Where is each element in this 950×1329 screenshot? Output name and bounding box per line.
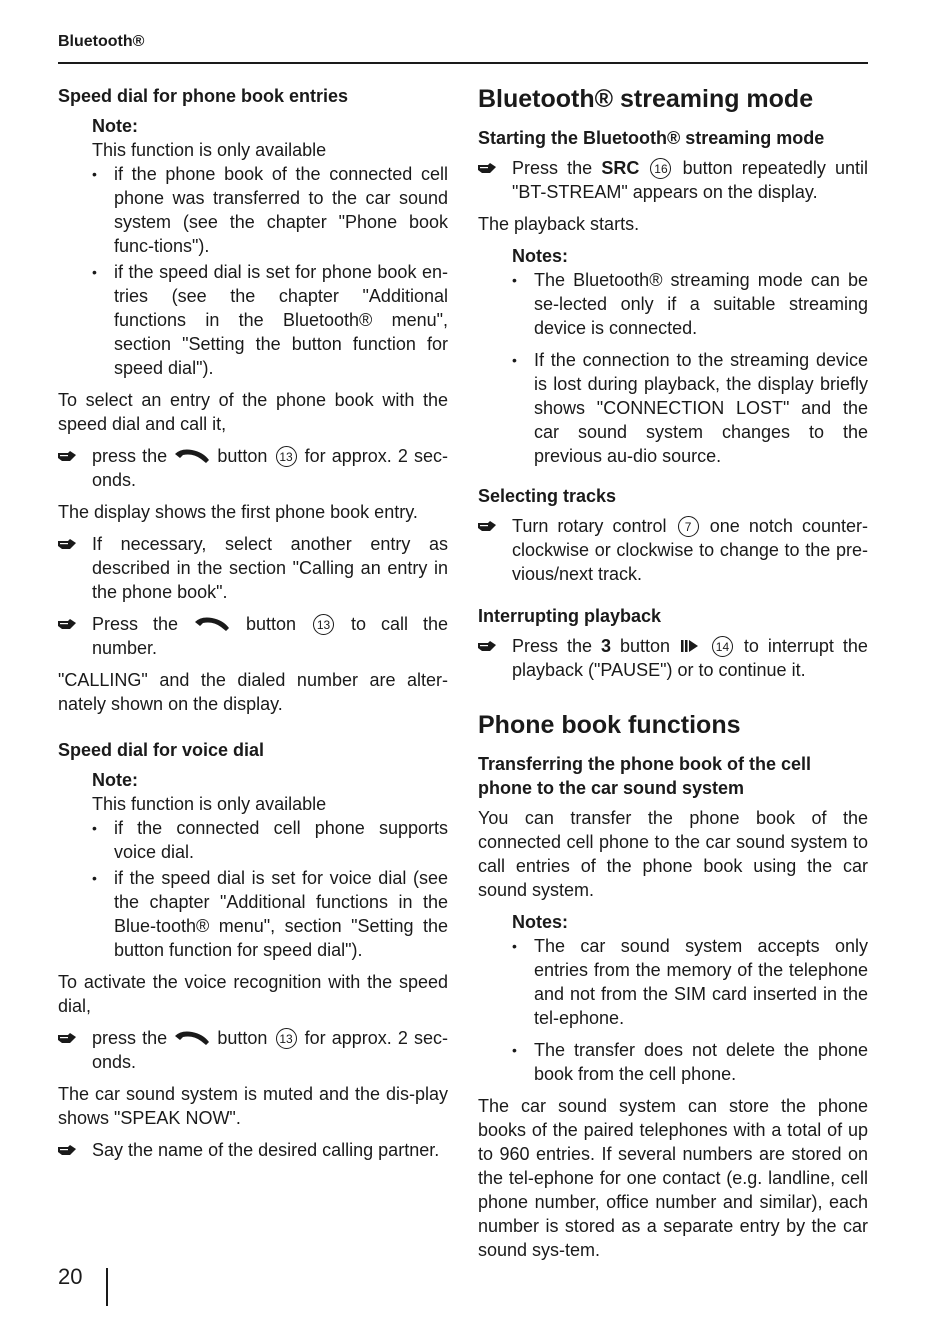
chapter-title-phonebook: Phone book functions <box>478 711 741 739</box>
note-intro: This function is only available <box>92 794 327 814</box>
header-rule <box>58 62 868 64</box>
button-number-badge: 13 <box>313 614 334 635</box>
subheading-selecting-tracks: Selecting tracks <box>478 486 617 506</box>
step-text: Press the <box>512 636 593 656</box>
instruction-step <box>478 156 868 204</box>
instruction-step <box>58 444 448 492</box>
play-pause-icon <box>681 639 699 653</box>
button-keyword: SRC <box>601 158 640 178</box>
instruction-step <box>58 1026 448 1074</box>
instruction-step <box>478 634 868 682</box>
subheading-transferring-phonebook: Transferring the phone book of the cell phone to the car sound system <box>478 754 812 798</box>
list-item: • The car sound system accepts only entries from the memory of the telephone and not from the SIM card inserted in the tel-ephone. <box>512 934 868 1030</box>
step-text: press the <box>92 446 168 466</box>
step-text: Press the <box>512 158 593 178</box>
list-item: • if the speed dial is set for voice dial (see the chapter "Additional functions in the Blue-tooth® menu", section "Setting the button function for speed dial"). <box>92 866 448 962</box>
pointing-hand-icon <box>478 162 498 174</box>
phone-icon <box>193 616 231 632</box>
step-text: Turn rotary control <box>512 516 667 536</box>
step-result: The car sound system is muted and the dis-play shows "SPEAK NOW". <box>58 1084 448 1128</box>
instruction-step <box>58 1138 448 1162</box>
pointing-hand-icon <box>58 1032 78 1044</box>
pointing-hand-icon <box>58 618 78 630</box>
pointing-hand-icon <box>478 520 498 532</box>
subheading-start-streaming: Starting the Bluetooth® streaming mode <box>478 128 825 148</box>
button-number-badge: 13 <box>276 446 297 467</box>
chapter-title-streaming: Bluetooth® streaming mode <box>478 85 814 113</box>
subheading-interrupting-playback: Interrupting playback <box>478 606 662 626</box>
note-intro: This function is only available <box>92 140 327 160</box>
step-text: button <box>217 446 268 466</box>
list-item: • if the speed dial is set for phone book en-tries (see the chapter "Additional functions in the Bluetooth® menu", section "Setting the button function for speed dial"). <box>92 260 448 380</box>
step-text: to interrupt the playback ("PAUSE") or to continue it. <box>512 636 868 680</box>
step-text: button repeatedly until "BT-STREAM" appears on the display. <box>512 158 868 202</box>
instruction-step <box>58 532 448 604</box>
section-heading-speed-dial-voice: Speed dial for voice dial <box>58 740 265 760</box>
step-text: one notch counter-clockwise or clockwise to change to the pre-vious/next track. <box>512 516 868 584</box>
step-text: If necessary, select another entry as described in the section "Calling an entry in the phone book". <box>92 534 448 602</box>
instruction-step <box>478 514 868 586</box>
pointing-hand-icon <box>58 1144 78 1156</box>
step-text: press the <box>92 1028 168 1048</box>
note-bullets <box>92 816 448 962</box>
step-text: Say the name of the desired calling partner. <box>92 1140 440 1160</box>
note-label: Note: <box>92 770 138 790</box>
step-text: Press the <box>92 614 179 634</box>
paragraph: The car sound system can store the phone books of the paired telephones with a total of up to 960 entries. If several numbers are stored on the tel-ephone for one contact (e.g. landline, cell phone number, office number and similar), each number is stored as a separate entry by the car sound sys-tem. <box>478 1096 868 1260</box>
step-text: for approx. 2 sec-onds. <box>92 1028 448 1072</box>
step-result: "CALLING" and the dialed number are alter-nately shown on the display. <box>58 670 448 714</box>
button-number-badge: 16 <box>650 158 671 179</box>
paragraph: To select an entry of the phone book with the speed dial and call it, <box>58 390 448 434</box>
step-text: for approx. 2 sec-onds. <box>92 446 448 490</box>
note-bullets <box>92 162 448 380</box>
step-result: The display shows the first phone book entry. <box>58 502 418 522</box>
step-text: to call the number. <box>92 614 448 658</box>
pointing-hand-icon <box>58 538 78 550</box>
list-item: • if the phone book of the connected cell phone was transferred to the car sound system (see the chapter "Phone book func-tions"). <box>92 162 448 258</box>
instruction-step <box>58 612 448 660</box>
notes-list <box>512 268 868 468</box>
notes-label: Notes: <box>512 912 569 932</box>
button-number-badge: 7 <box>678 516 699 537</box>
phone-icon <box>173 1030 211 1046</box>
pointing-hand-icon <box>58 450 78 462</box>
page-number-rule <box>106 1268 108 1306</box>
notes-list <box>512 934 868 1086</box>
notes-label: Notes: <box>512 246 569 266</box>
list-item: • if the connected cell phone supports voice dial. <box>92 816 448 864</box>
step-text: button <box>619 636 671 656</box>
step-text: button <box>245 614 297 634</box>
step-text: button <box>217 1028 268 1048</box>
pointing-hand-icon <box>478 640 498 652</box>
paragraph: To activate the voice recognition with the speed dial, <box>58 972 448 1016</box>
section-heading-speed-dial-phonebook: Speed dial for phone book entries <box>58 86 349 106</box>
button-number-badge: 13 <box>276 1028 297 1049</box>
phone-icon <box>173 448 211 464</box>
list-item: • If the connection to the streaming device is lost during playback, the display briefly shows "CONNECTION LOST" and the car sound system changes to the previous au-dio source. <box>512 348 868 468</box>
step-result: The playback starts. <box>478 214 640 234</box>
list-item: • The transfer does not delete the phone book from the cell phone. <box>512 1038 868 1086</box>
list-item: • The Bluetooth® streaming mode can be se-lected only if a suitable streaming device is connected. <box>512 268 868 340</box>
running-header: Bluetooth® <box>58 33 145 50</box>
button-keyword: 3 <box>600 636 611 656</box>
left-column <box>58 84 448 1170</box>
note-label: Note: <box>92 116 138 136</box>
right-column <box>478 84 868 1270</box>
paragraph: You can transfer the phone book of the connected cell phone to the car sound system to call entries of the phone book using the car sound system. <box>478 808 868 900</box>
button-number-badge: 14 <box>712 636 733 657</box>
page-number: 20 <box>58 1264 83 1289</box>
